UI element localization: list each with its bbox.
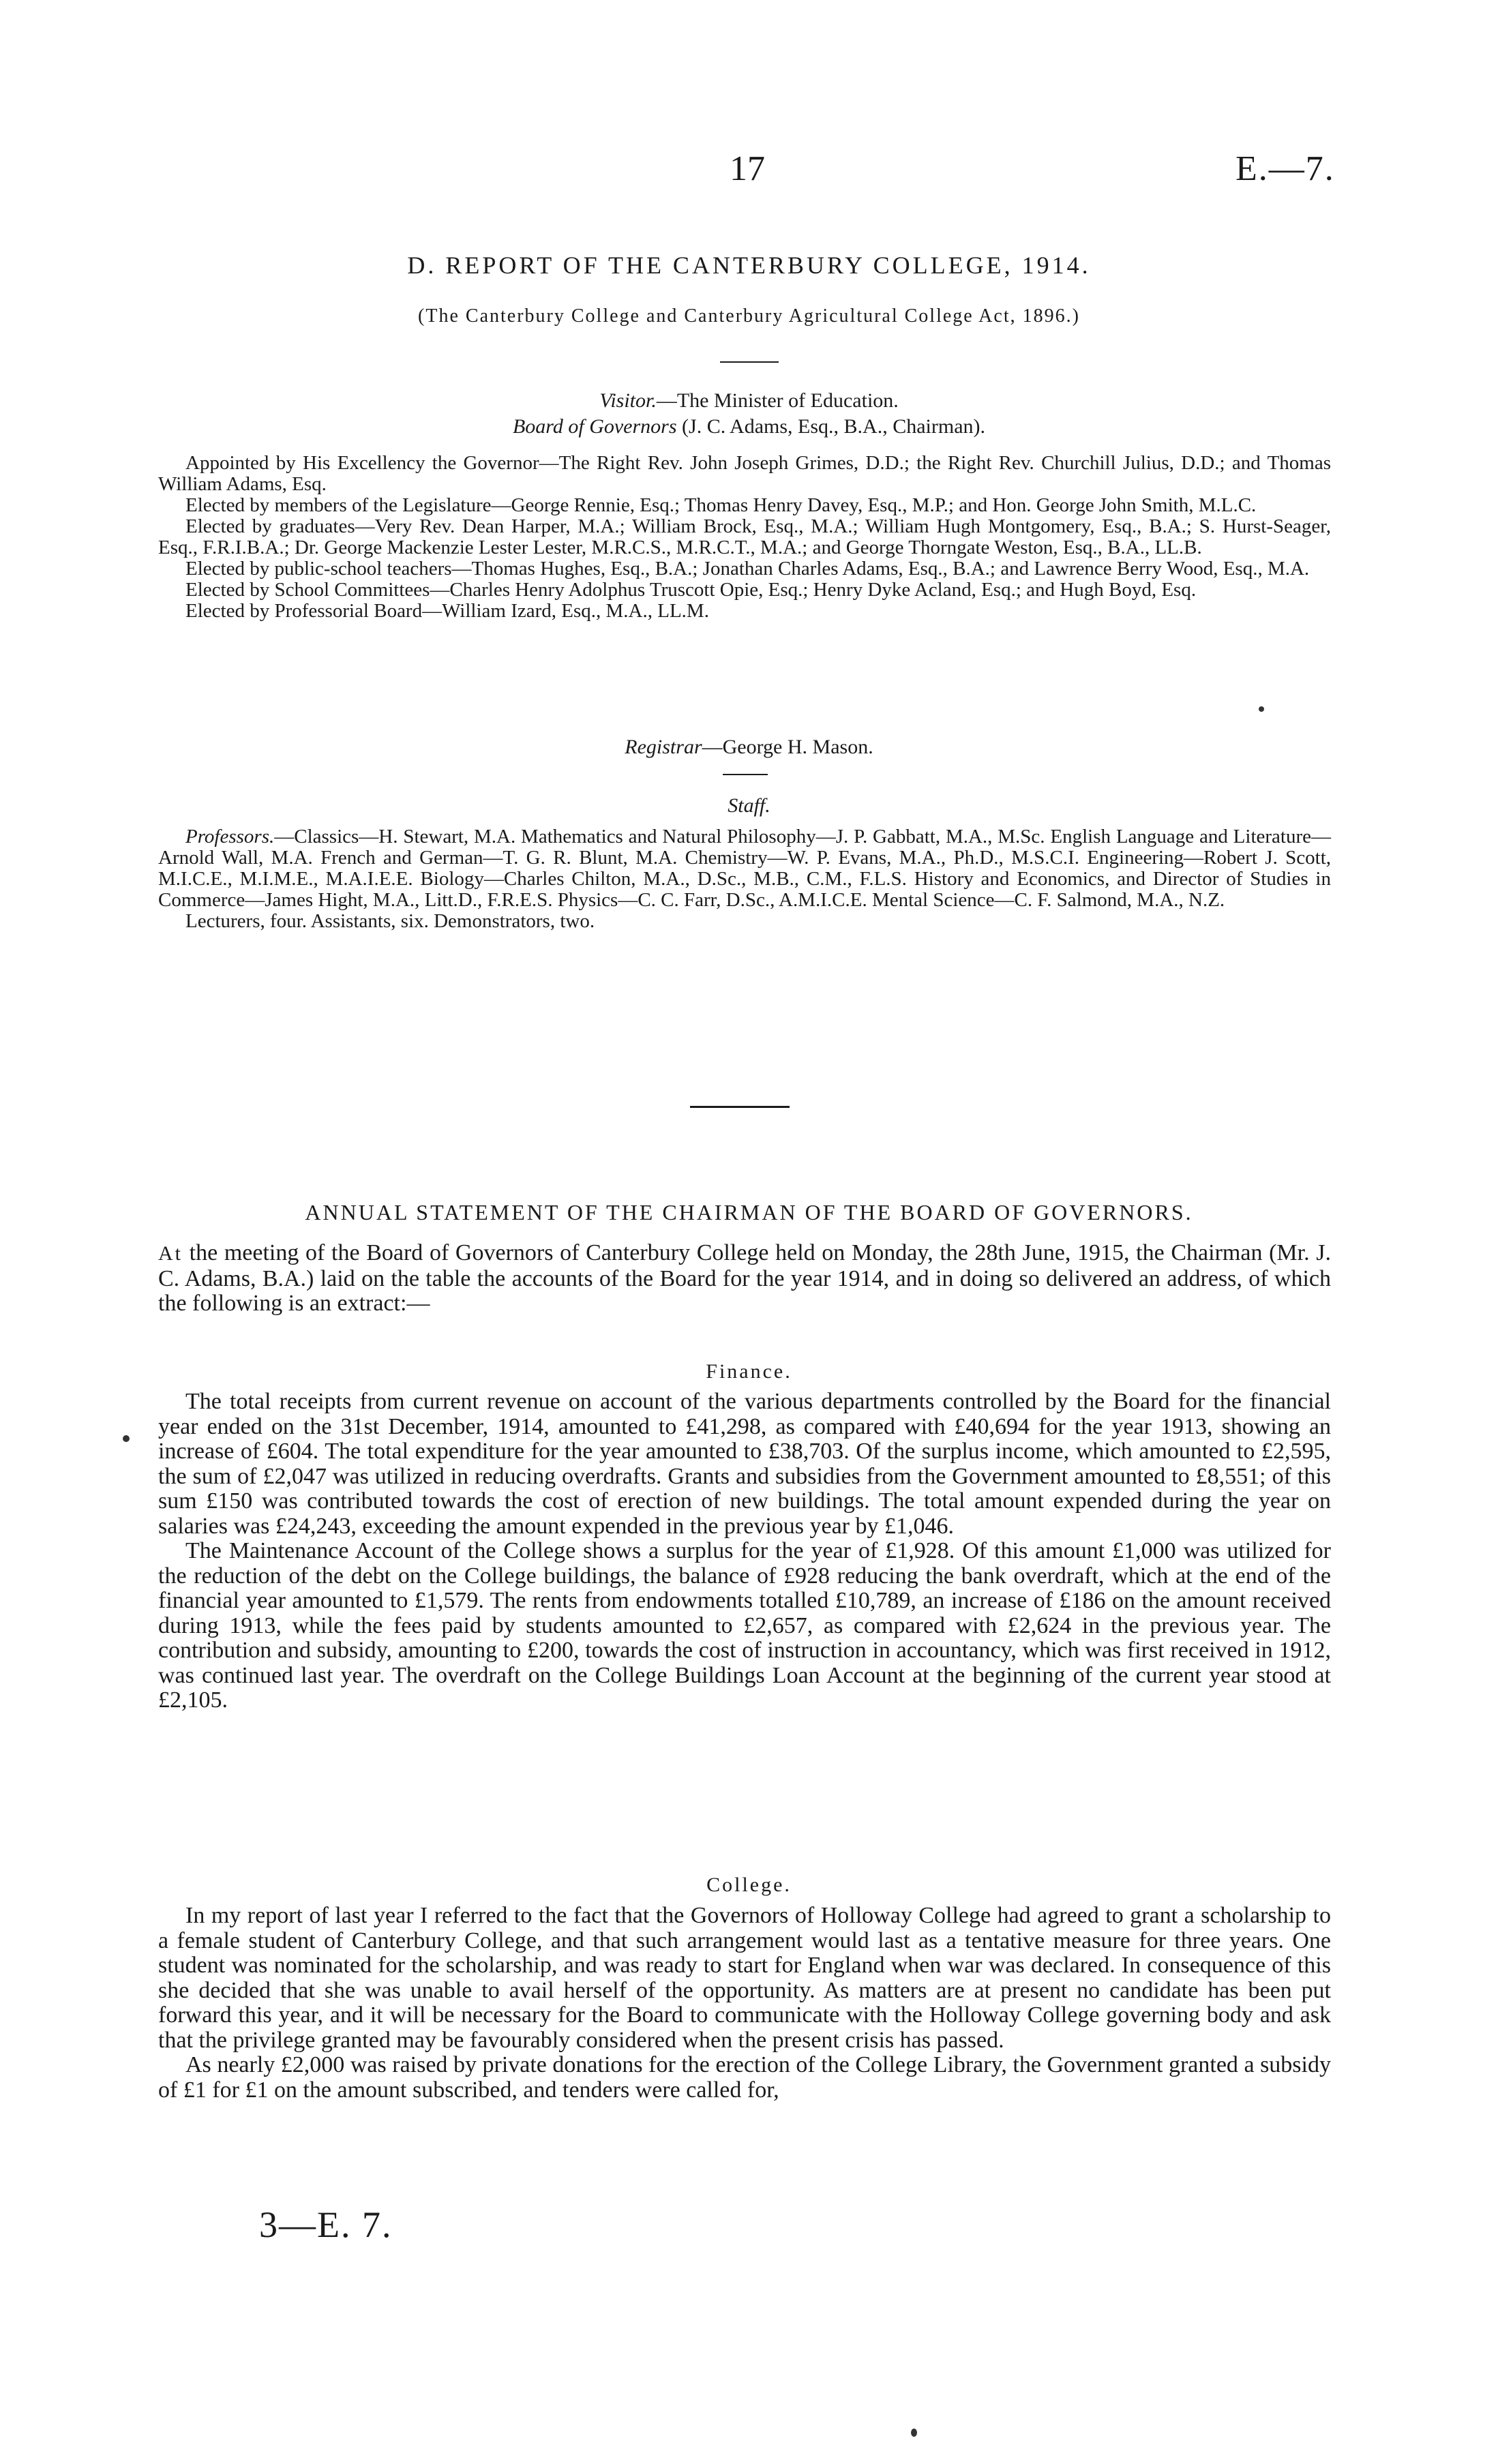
college-paragraph: In my report of last year I referred to the fact that the Governors of Holloway College had agreed to grant a scholarship to a female student of Canterbury College, and that such arrangement would last as a tentative measure for three years. One student was nominated for the scholarship, and was ready to start for England when war was declared. In consequence of this she decided that she was unable to avail herself of the opportunity. As matters are at present no candidate has been put forward this year, and it will be necessary for the Board to communicate with the Holloway College governing body and ask that the privilege granted may be favourably considered when the present crisis has passed. bbox=[158, 1903, 1331, 2053]
board-line bbox=[0, 416, 1498, 437]
professors-text: —Classics—H. Stewart, M.A. Mathematics and Natural Philosophy—J. P. Gabbatt, M.A., M.Sc. English Language and Literature—Arnold Wall, M.A. French and German—T. G. R. Blunt, M.A. Chemistry—W. P. Evans, M.A., Ph.D., M.S.C.I. Engineering—Robert J. Scott, M.I.C.E., M.I.M.E., M.A.I.E.E. Biology—Charles Chilton, M.A., D.Sc., M.B., C.M., F.L.S. History and Economics, and Director of Studies in Commerce—James Hight, M.A., Litt.D., F.R.E.S. Physics—C. C. Farr, D.Sc., A.M.I.C.E. Mental Science—C. F. Salmond, M.A., N.Z. bbox=[158, 826, 1331, 911]
governor-entry: Elected by members of the Legislature—George Rennie, Esq.; Thomas Henry Davey, Esq., M.P.; and Hon. George John Smith, M.L.C. bbox=[185, 494, 1257, 516]
document-reference: E.—7. bbox=[1235, 149, 1335, 188]
finance-section bbox=[158, 1389, 1331, 1713]
visitor-label: Visitor. bbox=[599, 389, 657, 412]
governor-entry: Elected by School Committees—Charles Henry Adolphus Truscott Opie, Esq.; Henry Dyke Acland, Esq.; and Hugh Boyd, Esq. bbox=[185, 579, 1197, 601]
staff-counts: Lecturers, four. Assistants, six. Demonstrators, two. bbox=[185, 910, 595, 932]
intro-text: the meeting of the Board of Governors of Canterbury College held on Monday, the 28th June, 1915, the Chairman (Mr. J. C. Adams, B.A.) laid on the table the accounts of the Board for the year 1914, and in doing so delivered an address, of which the following is an extract:— bbox=[158, 1240, 1331, 1316]
ink-mark bbox=[1259, 706, 1264, 712]
registrar-label: Registrar bbox=[625, 736, 702, 758]
staff-heading: Staff. bbox=[728, 794, 770, 817]
governors-list bbox=[158, 453, 1331, 622]
college-section bbox=[158, 1904, 1331, 2103]
board-label: Board of Governors bbox=[512, 415, 677, 438]
governor-entry: Elected by Professorial Board—William Izard, Esq., M.A., LL.M. bbox=[185, 600, 709, 622]
report-subtitle: (The Canterbury College and Canterbury Agricultural College Act, 1896.) bbox=[418, 305, 1080, 327]
governor-entry: Appointed by His Excellency the Governor—The Right Rev. John Joseph Grimes, D.D.; the Right Rev. Churchill Julius, D.D.; and Thomas William Adams, Esq. bbox=[158, 452, 1331, 495]
visitor-text: —The Minister of Education. bbox=[656, 389, 899, 412]
visitor-line bbox=[0, 390, 1498, 411]
divider bbox=[723, 774, 768, 775]
governor-entry: Elected by graduates—Very Rev. Dean Harper, M.A.; William Brock, Esq., M.A.; William Hugh Montgomery, Esq., B.A.; S. Hurst-Seager, Esq., F.R.I.B.A.; Dr. George Mackenzie Lester Lester, M.R.C.S., M.R.C.T., M.A.; and George Thorngate Weston, Esq., B.A., LL.B. bbox=[158, 515, 1331, 558]
finance-paragraph: The total receipts from current revenue on account of the various departments controlled by the Board for the financial year ended on the 31st December, 1914, amounted to £41,298, as compared with £40,694 for the year 1913, showing an increase of £604. The total expenditure for the year amounted to £38,703. Of the surplus income, which amounted to £2,595, the sum of £2,047 was utilized in reducing overdrafts. Grants and subsidies from the Government amounted to £8,551; of this sum £150 was contributed towards the cost of erection of new buildings. The total amount expended during the year on salaries was £24,243, exceeding the amount expended in the previous year by £1,046. bbox=[158, 1389, 1331, 1539]
statement-heading: ANNUAL STATEMENT OF THE CHAIRMAN OF THE BOARD OF GOVERNORS. bbox=[305, 1200, 1193, 1225]
section-rule bbox=[690, 1106, 790, 1108]
professors-label: Professors. bbox=[185, 826, 275, 847]
ink-mark bbox=[911, 2429, 917, 2437]
college-paragraph: As nearly £2,000 was raised by private donations for the erection of the College Library, the Government granted a subsidy of £1 for £1 on the amount subscribed, and tenders were called for, bbox=[158, 2052, 1331, 2103]
college-heading: College. bbox=[706, 1874, 792, 1896]
report-title: D. REPORT OF THE CANTERBURY COLLEGE, 1914. bbox=[407, 252, 1091, 279]
intro-first-word: At bbox=[158, 1242, 183, 1265]
governor-entry: Elected by public-school teachers—Thomas Hughes, Esq., B.A.; Jonathan Charles Adams, Esq., B.A.; and Lawrence Berry Wood, Esq., M.A. bbox=[185, 558, 1310, 580]
finance-heading: Finance. bbox=[706, 1360, 792, 1383]
staff-section bbox=[158, 826, 1331, 932]
statement-intro bbox=[158, 1241, 1331, 1317]
page-number: 17 bbox=[730, 149, 765, 188]
board-text: (J. C. Adams, Esq., B.A., Chairman). bbox=[676, 415, 986, 438]
finance-paragraph: The Maintenance Account of the College shows a surplus for the year of £1,928. Of this amount £1,000 was utilized for the reduction of the debt on the College buildings, the balance of £928 reducing the bank overdraft, which at the end of the financial year amounted to £1,579. The rents from endowments totalled £10,789, an increase of £186 on the amount received during 1913, while the fees paid by students amounted to £2,657, as compared with £2,624 in the previous year. The contribution and subsidy, amounting to £200, towards the cost of instruction in accountancy, which was first received in 1912, was continued last year. The overdraft on the College Buildings Loan Account at the beginning of the current year stood at £2,105. bbox=[158, 1538, 1331, 1713]
divider bbox=[720, 361, 779, 363]
page-signature: 3—E. 7. bbox=[259, 2204, 393, 2245]
professors-list bbox=[158, 826, 1331, 911]
registrar-text: —George H. Mason. bbox=[702, 736, 873, 758]
registrar-line bbox=[0, 736, 1498, 757]
ink-mark bbox=[123, 1435, 130, 1442]
